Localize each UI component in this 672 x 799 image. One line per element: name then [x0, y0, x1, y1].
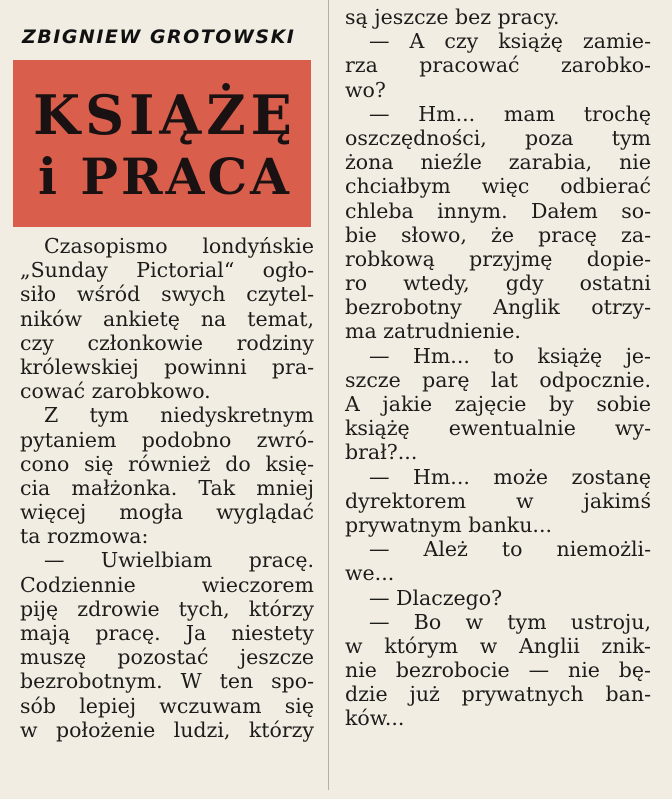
text-line: piję zdrowie tych, którzy [20, 596, 314, 621]
text-line: — Uwielbiam pracę. [44, 548, 314, 573]
text-line: w położenie ludzi, którzy [20, 717, 314, 742]
text-line: bezrobotnym. W ten spo- [20, 669, 314, 694]
text-line: książę ewentualnie wy- [345, 416, 651, 441]
text-line: — A czy książę zamie- [369, 29, 651, 54]
text-line: robkową przyjmę dopie- [345, 246, 651, 271]
text-line: ma zatrudnienie. [345, 319, 521, 344]
text-line: siło wśród swych czytel- [20, 282, 314, 307]
text-line: brał?... [345, 440, 418, 465]
text-line: — Hm... mam trochę [369, 101, 651, 126]
text-line: Z tym niedyskretnym [44, 403, 314, 428]
text-line: ta rozmowa: [20, 524, 149, 549]
text-line: królewskiej powinni pra- [20, 354, 314, 379]
text-line: mają pracę. Ja niestety [20, 621, 314, 645]
text-line: wo? [345, 77, 386, 102]
text-line: ników ankietę na temat, [20, 306, 314, 331]
text-line: A jakie zajęcie by sobie [345, 392, 651, 416]
text-line: rza pracować zarobko- [345, 53, 651, 78]
author-byline: ZBIGNIEW GROTOWSKI [22, 26, 296, 48]
text-line: — Hm... może zostanę [369, 464, 651, 489]
text-line: — Hm... to książę je- [369, 343, 651, 368]
headline-box [13, 60, 311, 227]
text-line: są jeszcze bez pracy. [345, 5, 560, 29]
text-line: ków... [345, 706, 405, 731]
headline-line-2: i PRACA [38, 147, 292, 206]
text-line: — Dlaczego? [369, 585, 503, 610]
text-line: więcej mogła wyglądać [20, 500, 314, 525]
text-line: pytaniem podobno zwró- [20, 427, 314, 452]
text-line: oszczędności, poza tym [345, 125, 651, 150]
text-line: prywatnym banku... [345, 512, 552, 537]
text-line: — Ależ to niemożli- [369, 537, 651, 562]
text-line: dyrektorem w jakimś [345, 488, 651, 513]
text-line: bezrobotny Anglik otrzy- [345, 295, 651, 320]
headline-line-1: KSIĄŻĘ [33, 83, 297, 147]
text-line: ro wtedy, gdy ostatni [345, 271, 651, 296]
text-line: cować zarobkowo. [20, 379, 211, 404]
text-line: Codziennie wieczorem [20, 572, 314, 597]
article-column-right [345, 5, 651, 731]
text-line: cono się również do księ- [20, 451, 314, 476]
column-divider [328, 0, 329, 790]
text-line: szcze parę lat odpocznie. [345, 367, 651, 392]
text-line: bie słowo, że pracę za- [345, 222, 651, 247]
text-line: chciałbym więc odbierać [345, 174, 651, 199]
text-line: nie bezrobocie — nie bę- [345, 658, 651, 683]
article-column-left [20, 234, 314, 742]
text-line: cia małżonka. Tak mniej [20, 475, 314, 500]
text-line: we... [345, 561, 395, 586]
text-line: „Sunday Pictorial“ ogło- [20, 258, 314, 283]
text-line: chleba innym. Dałem so- [345, 198, 651, 223]
text-line: sób lepiej wczuwam się [20, 693, 314, 718]
text-line: dzie już prywatnych ban- [345, 682, 651, 707]
text-line: w którym w Anglii znik- [345, 633, 651, 658]
text-line: muszę pozostać jeszcze [20, 645, 314, 670]
text-line: Czasopismo londyńskie [44, 234, 314, 258]
text-line: czy członkowie rodziny [20, 330, 314, 355]
text-line: — Bo w tym ustroju, [369, 609, 651, 634]
text-line: żona nieźle zarabia, nie [345, 150, 651, 175]
